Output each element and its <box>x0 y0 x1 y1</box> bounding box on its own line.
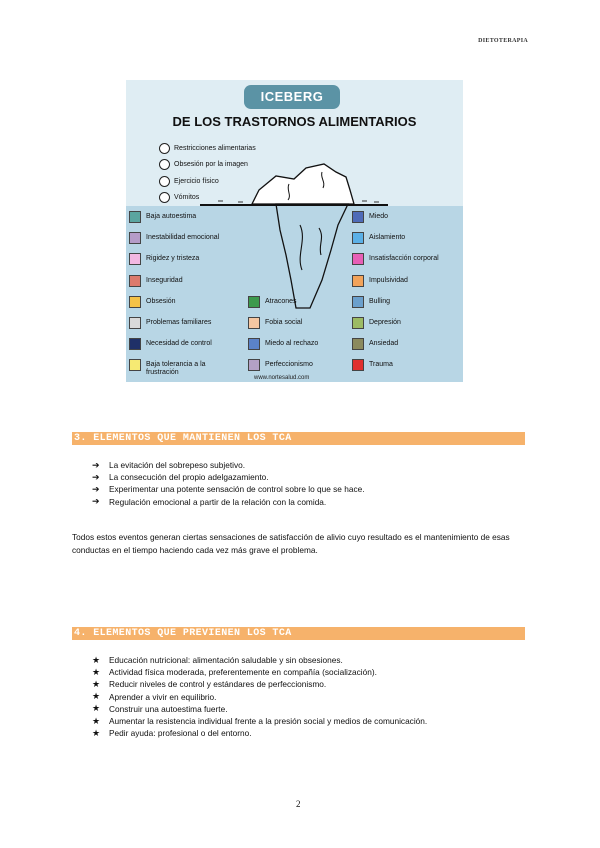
legend-swatch <box>352 359 364 371</box>
legend-item <box>248 338 318 350</box>
legend-swatch <box>129 359 141 371</box>
legend-swatch <box>248 359 260 371</box>
legend-item <box>129 232 219 244</box>
section-3-heading: 3. ELEMENTOS QUE MANTIENEN LOS TCA <box>72 432 525 445</box>
legend-swatch <box>129 275 141 287</box>
legend-label: Bulling <box>369 297 391 305</box>
list-item: ★ Aprender a vivir en equilibrio. <box>92 691 217 702</box>
page-number: 2 <box>296 799 301 809</box>
legend-swatch <box>129 296 141 308</box>
legend-label: Baja autoestima <box>146 213 197 220</box>
list-item: ★ Educación nutricional: alimentación saludable y sin obsesiones. <box>92 654 343 666</box>
list-item: ★ Construir una autoestima fuerte. <box>92 703 228 714</box>
legend-item <box>248 296 297 308</box>
list-item: ➔ Regulación emocional a partir de la relación con la comida. <box>92 496 327 507</box>
star-icon: ★ <box>92 654 101 665</box>
list-item: ➔ La consecución del propio adelgazamiento. <box>92 471 269 483</box>
above-water-item: Vómitos <box>159 190 256 207</box>
legend-label: Fobia social <box>265 319 303 326</box>
legend-item <box>129 211 196 223</box>
circle-icon <box>159 176 170 187</box>
legend-swatch <box>352 317 364 329</box>
list-item: ★ Reducir niveles de control y estándares de perfeccionismo. <box>92 678 327 690</box>
legend-label: Insatisfacción corporal <box>369 255 439 263</box>
circle-icon <box>159 143 170 154</box>
legend-label: Baja tolerancia a la frustración <box>146 361 206 377</box>
legend-label: Necesidad de control <box>146 340 212 348</box>
legend-label: Ansiedad <box>369 340 399 348</box>
legend-label: Rigidez y tristeza <box>146 255 200 263</box>
above-water-item: Ejercicio físico <box>159 173 256 190</box>
legend-swatch <box>248 296 260 308</box>
legend-item <box>352 296 390 308</box>
legend-label: Aislamiento <box>369 234 406 242</box>
legend-item <box>352 359 393 371</box>
above-water-item: Obsesión por la imagen <box>159 157 256 174</box>
legend-swatch <box>352 275 364 287</box>
legend-label: Trauma <box>369 361 393 369</box>
legend-swatch <box>248 338 260 350</box>
legend-swatch <box>129 253 141 265</box>
legend-swatch <box>129 211 141 223</box>
legend-item <box>352 232 405 244</box>
circle-icon <box>159 192 170 203</box>
above-water-list <box>159 140 256 206</box>
legend-item <box>129 296 176 308</box>
legend-item <box>352 317 401 329</box>
legend-item <box>248 359 313 371</box>
legend-swatch <box>129 317 141 329</box>
list-item: ★ Pedir ayuda: profesional o del entorno. <box>92 727 252 739</box>
legend-item <box>129 317 211 329</box>
maintaining-factors-list <box>92 459 365 508</box>
list-item: ★ Actividad física moderada, preferentemente en compañía (socialización). <box>92 666 377 678</box>
infographic-title: DE LOS TRASTORNOS ALIMENTARIOS <box>172 114 417 129</box>
iceberg-badge: ICEBERG <box>244 85 340 109</box>
legend-label: Miedo al rechazo <box>265 340 319 348</box>
legend-item <box>352 211 388 223</box>
legend-label: Inseguridad <box>146 276 183 284</box>
iceberg-infographic <box>126 80 463 382</box>
body-paragraph: Todos estos eventos generan ciertas sensaciones de satisfacción de alivio cuyo resultado es el mantenimiento de esas conductas en el tiempo haciendo cada vez más grave el problema. <box>72 532 510 555</box>
preventive-factors-list <box>92 654 427 739</box>
legend-label: Impulsividad <box>369 276 408 284</box>
above-water-item: Restricciones alimentarias <box>159 140 256 157</box>
legend-item <box>352 275 408 287</box>
arrow-icon: ➔ <box>92 459 100 470</box>
legend-item <box>352 253 439 265</box>
arrow-icon: ➔ <box>92 496 100 507</box>
legend-label: Inestabilidad emocional <box>146 234 220 242</box>
legend-label: Depresión <box>369 319 401 326</box>
circle-icon <box>159 159 170 170</box>
legend-swatch <box>352 253 364 265</box>
document-header: DIETOTERAPIA <box>478 38 528 44</box>
arrow-icon: ➔ <box>92 471 100 482</box>
legend-label: Miedo <box>369 213 389 220</box>
legend-item <box>129 338 212 350</box>
legend-swatch <box>352 338 364 350</box>
star-icon: ★ <box>92 678 101 689</box>
star-icon: ★ <box>92 666 101 677</box>
legend-item <box>129 253 199 265</box>
legend-label: Atracones <box>265 297 297 305</box>
legend-item <box>248 317 302 329</box>
legend-swatch <box>352 232 364 244</box>
source-url: www.nortesalud.com <box>254 375 310 381</box>
star-icon: ★ <box>92 715 101 726</box>
legend-label: Perfeccionismo <box>265 361 313 369</box>
legend-swatch <box>352 211 364 223</box>
legend-item <box>129 359 232 377</box>
legend-label: Problemas familiares <box>146 319 212 326</box>
legend-item <box>352 338 398 350</box>
list-item: ➔ La evitación del sobrepeso subjetivo. <box>92 459 246 471</box>
legend-swatch <box>248 317 260 329</box>
list-item: ➔ Experimentar una potente sensación de control sobre lo que se hace. <box>92 483 365 495</box>
list-item: ★ Aumentar la resistencia individual frente a la presión social y medios de comunicación. <box>92 715 428 727</box>
legend-swatch <box>352 296 364 308</box>
star-icon: ★ <box>92 691 101 702</box>
star-icon: ★ <box>92 727 101 738</box>
legend-label: Obsesión <box>146 297 176 305</box>
star-icon: ★ <box>92 703 101 714</box>
arrow-icon: ➔ <box>92 483 100 494</box>
legend-swatch <box>129 232 141 244</box>
legend-swatch <box>129 338 141 350</box>
legend-item <box>129 275 183 287</box>
section-4-heading: 4. ELEMENTOS QUE PREVIENEN LOS TCA <box>72 627 525 640</box>
